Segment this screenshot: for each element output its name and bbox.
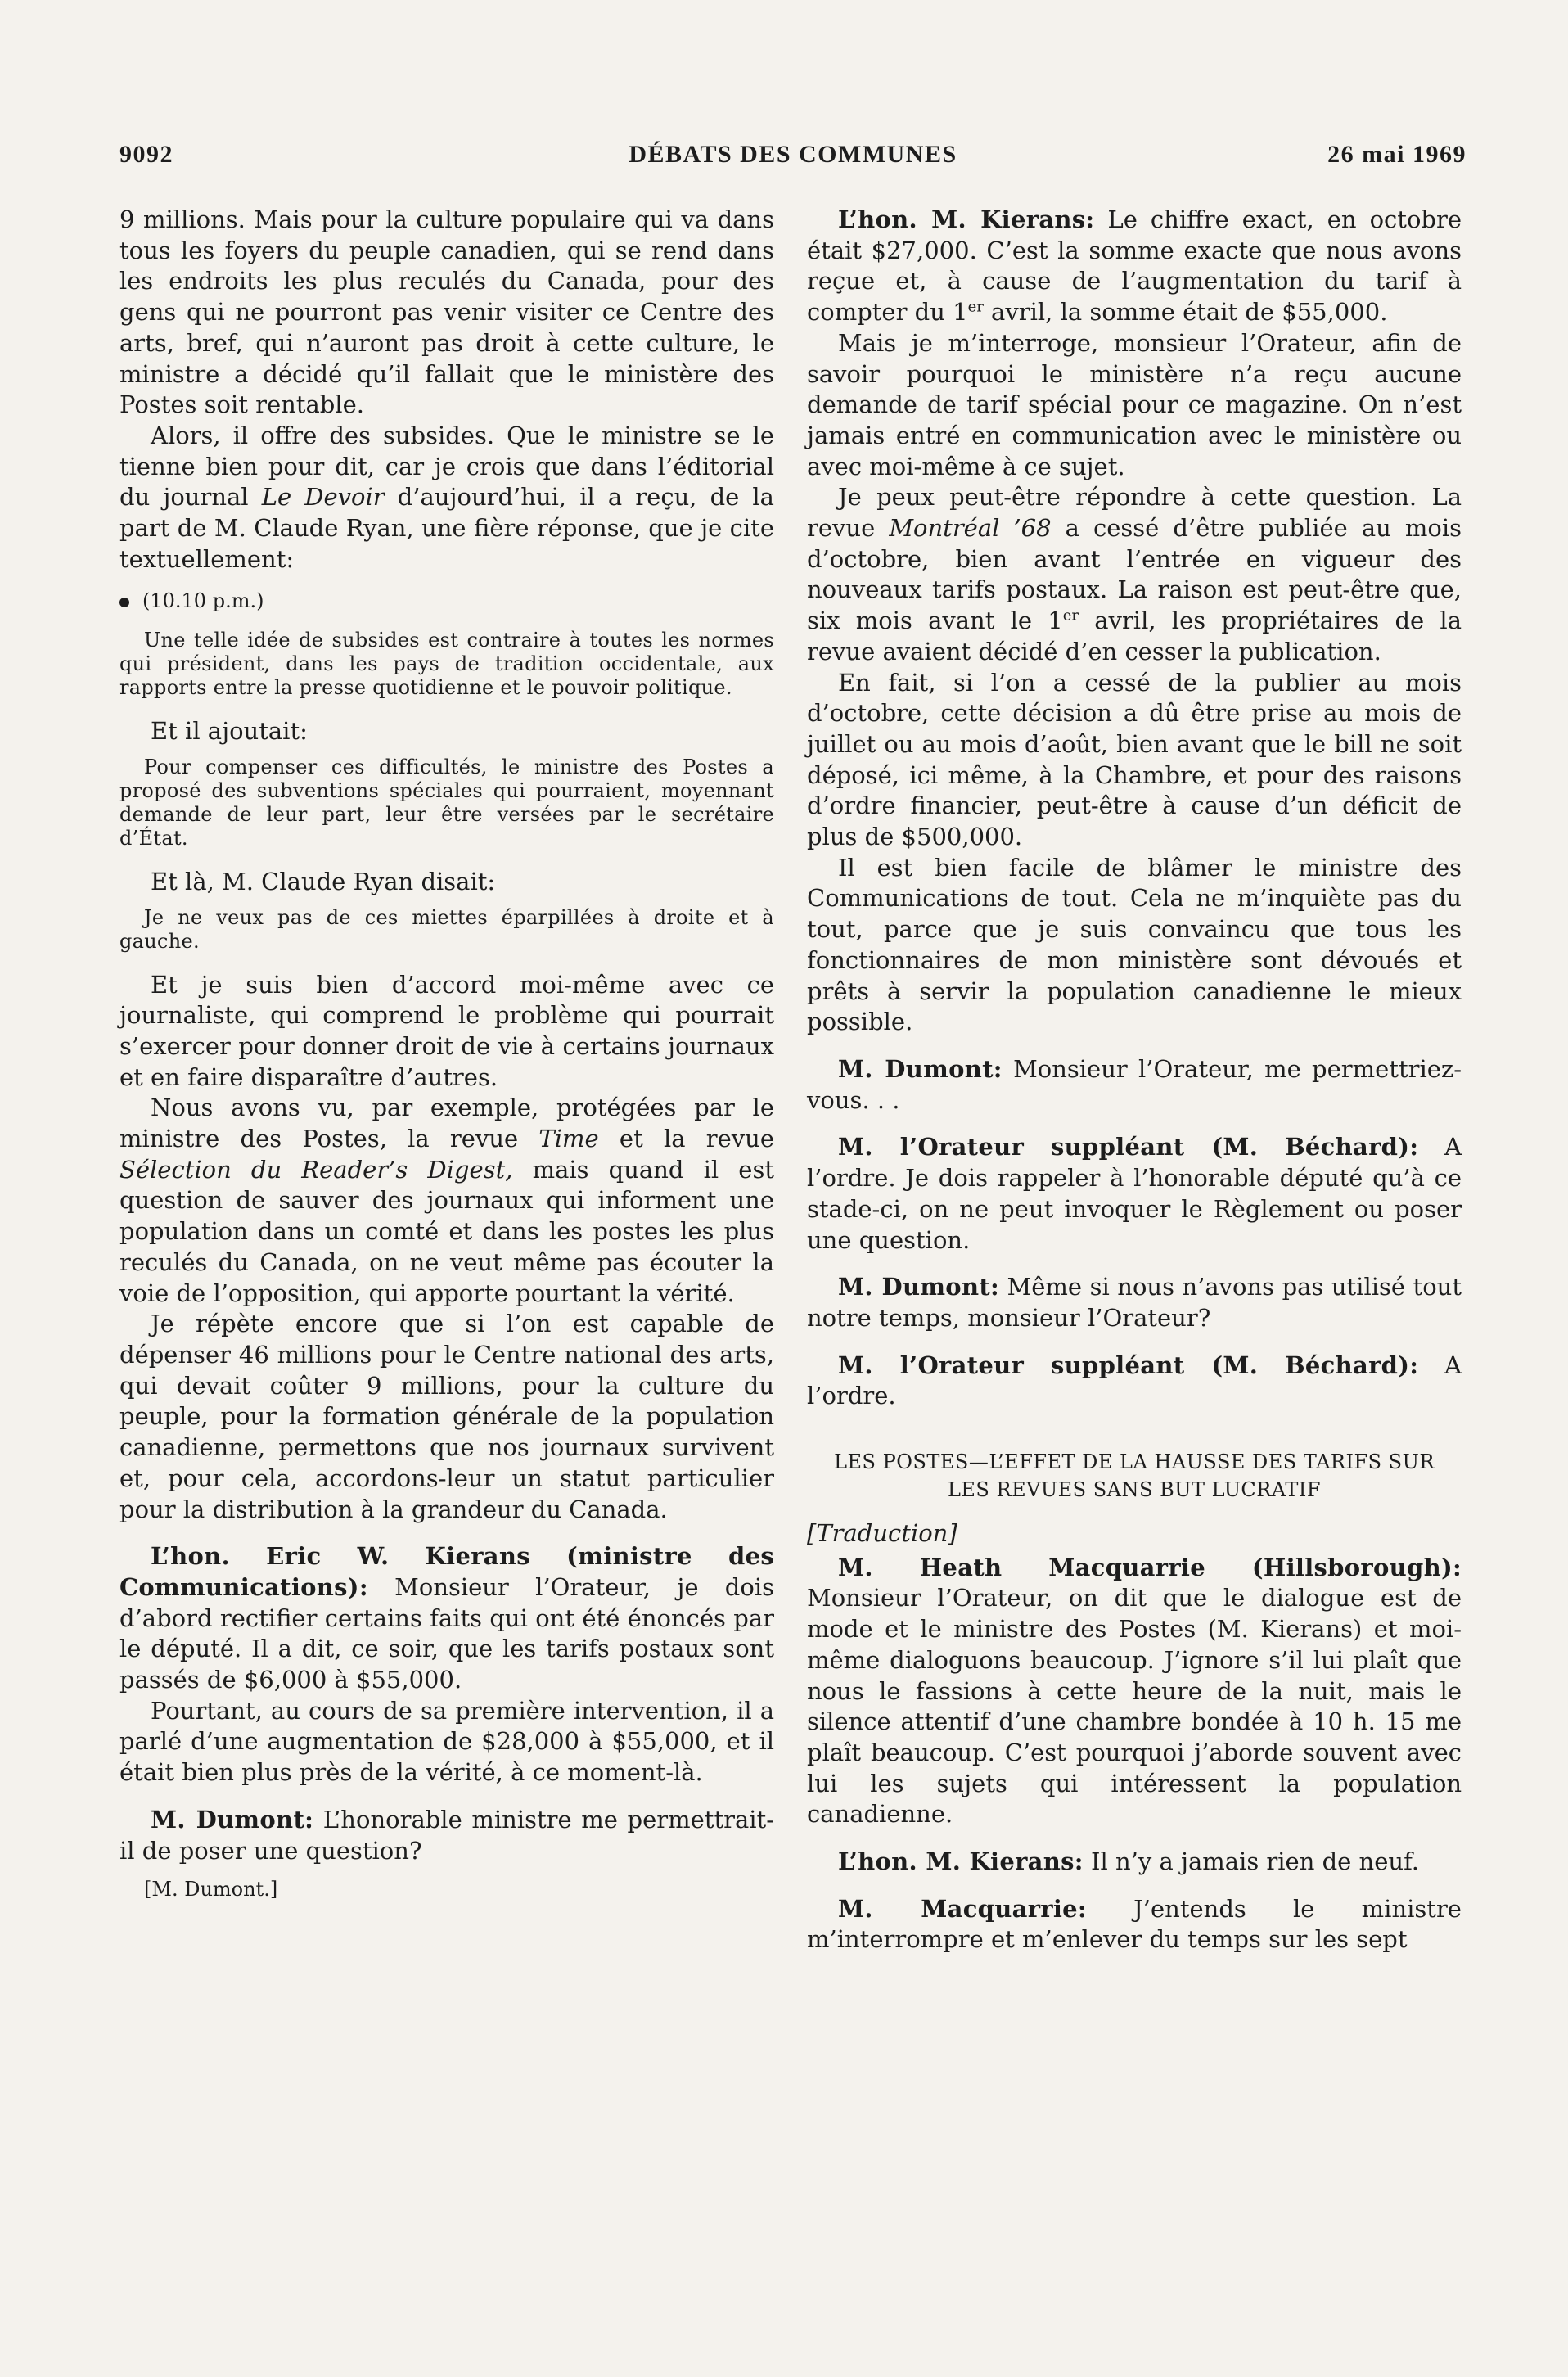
speech: M. Dumont: L’honorable ministre me permettrait-il de poser une question? [119, 1805, 774, 1865]
right-column [807, 205, 1462, 1955]
speech: L’hon. M. Kierans: Le chiffre exact, en octobre était $27,000. C’est la somme exacte que nous avons reçue et, à cause de l’augmentation du tarif à compter du 1er avril, la somme était de $55,000. [807, 205, 1462, 327]
page-header [119, 141, 1467, 177]
speaker-name: L’hon. M. Kierans: [838, 1847, 1084, 1876]
speaker-name: L’hon. M. Kierans: [838, 205, 1095, 233]
speech: L’hon. M. Kierans: Il n’y a jamais rien de neuf. [838, 1847, 1419, 1876]
paragraph: Mais je m’interroge, monsieur l’Orateur, afin de savoir pourquoi le ministère n’a reçu aucune demande de tarif spécial pour ce magazine. On n’est jamais entré en communication avec le ministère ou avec moi-même à ce sujet. [807, 328, 1462, 480]
speech: L’hon. Eric W. Kierans (ministre des Communications): Monsieur l’Orateur, je dois d’abord rectifier certains faits qui ont été énoncés par le député. Il a dit, ce soir, que les tarifs postaux sont passés de $6,000 à $55,000. [119, 1542, 774, 1694]
page-title: DÉBATS DES COMMUNES [629, 141, 957, 168]
page-number: 9092 [119, 141, 173, 168]
speaker-name: M. l’Orateur suppléant (M. Béchard): [838, 1133, 1419, 1161]
speaker-name: M. Heath Macquarrie (Hillsborough): [838, 1553, 1462, 1581]
left-column [119, 205, 774, 1925]
paragraph: Je peux peut-être répondre à cette question. La revue Montréal ’68 a cessé d’être publiée au mois d’octobre, bien avant l’entrée en vigueur des nouveaux tarifs postaux. La raison est peut-être que, six mois avant le 1er avril, les propriétaires de la revue avaient décidé d’en cesser la publication. [807, 483, 1462, 665]
speaker-footer: [M. Dumont.] [144, 1878, 278, 1901]
speaker-name: M. Dumont: [838, 1054, 1003, 1083]
page-date: 26 mai 1969 [1327, 141, 1467, 168]
paragraph: Nous avons vu, par exemple, protégées par le ministre des Postes, la revue Time et la revue Sélection du Reader’s Digest, mais quand il est question de sauver des journaux qui informent une population dans un comté et dans les postes les plus reculés du Canada, on ne veut même pas écouter la voie de l’opposition, qui apporte pourtant la vérité. [119, 1094, 774, 1307]
paragraph: Et il ajoutait: [151, 717, 308, 746]
speaker-name: M. Dumont: [151, 1805, 314, 1833]
paragraph: Et je suis bien d’accord moi-même avec ce journaliste, qui comprend le problème qui pourrait s’exercer pour donner droit de vie à certains journaux et en faire disparaître d’autres. [119, 970, 774, 1091]
quotation: Je ne veux pas de ces miettes éparpillées à droite et à gauche. [119, 905, 774, 953]
speech: M. Heath Macquarrie (Hillsborough): Monsieur l’Orateur, on dit que le dialogue est de mode et le ministre des Postes (M. Kierans) et moi-même dialoguons beaucoup. J’ignore s’il lui plaît que nous le fassions à cette heure de la nuit, mais le silence attentif d’une chambre bondée à 10 h. 15 me plaît beaucoup. C’est pourquoi j’aborde souvent avec lui les sujets qui intéressent la population canadienne. [807, 1553, 1462, 1829]
paragraph: Et là, M. Claude Ryan disait: [151, 867, 496, 895]
time-marker: (10.10 p.m.) [119, 586, 774, 617]
speaker-name: L’hon. Eric W. Kierans (ministre des Communications): [119, 1542, 774, 1601]
translation-note: [Traduction] [807, 1519, 957, 1548]
speaker-name: M. Macquarrie: [838, 1894, 1087, 1923]
quotation: Pour compenser ces difficultés, le ministre des Postes a proposé des subventions spéciales qui pourraient, moyennant demande de leur part, leur être versées par le secrétaire d’État. [119, 755, 774, 850]
section-heading: LES POSTES—L’EFFET DE LA HAUSSE DES TARIFS SUR LES REVUES SANS BUT LUCRATIF [834, 1450, 1435, 1502]
paragraph: 9 millions. Mais pour la culture populaire qui va dans tous les foyers du peuple canadien, qui se rend dans les endroits les plus reculés du Canada, pour des gens qui ne pourront pas venir visiter ce Centre des arts, bref, qui n’auront pas droit à cette culture, le ministre a décidé qu’il fallait que le ministère des Postes soit rentable. [119, 205, 774, 419]
paragraph: En fait, si l’on a cessé de la publier au mois d’octobre, cette décision a dû être prise au mois de juillet ou au mois d’août, bien avant que le bill ne soit déposé, ici même, à la Chambre, et pour des raisons d’ordre financier, peut-être à cause d’un déficit de plus de $500,000. [807, 668, 1462, 851]
speech: M. Dumont: Monsieur l’Orateur, me permettriez-vous. . . [807, 1054, 1462, 1114]
speech: M. l’Orateur suppléant (M. Béchard): A l’ordre. [807, 1351, 1462, 1410]
speaker-name: M. Dumont: [838, 1273, 1000, 1301]
bullet-icon [119, 598, 129, 607]
paragraph: Je répète encore que si l’on est capable de dépenser 46 millions pour le Centre national des arts, qui devait coûter 9 millions, pour la culture du peuple, pour la formation générale de la population canadienne, permettons que nos journaux survivent et, pour cela, accordons-leur un statut particulier pour la distribution à la grandeur du Canada. [119, 1310, 774, 1523]
speech: M. Dumont: Même si nous n’avons pas utilisé tout notre temps, monsieur l’Orateur? [807, 1273, 1462, 1332]
speaker-name: M. l’Orateur suppléant (M. Béchard): [838, 1351, 1419, 1379]
speech: M. Macquarrie: J’entends le ministre m’interrompre et m’enlever du temps sur les sept [807, 1894, 1462, 1954]
paragraph: Il est bien facile de blâmer le ministre des Communications de tout. Cela ne m’inquiète pas du tout, parce que je suis convaincu que tous les fonctionnaires de mon ministère sont dévoués et prêts à servir la population canadienne le mieux possible. [807, 853, 1462, 1036]
paragraph: Pourtant, au cours de sa première intervention, il a parlé d’une augmentation de $28,000 à $55,000, et il était bien plus près de la vérité, à ce moment-là. [119, 1696, 774, 1787]
paragraph: Alors, il offre des subsides. Que le ministre se le tienne bien pour dit, car je crois que dans l’éditorial du journal Le Devoir d’aujourd’hui, il a reçu, de la part de M. Claude Ryan, une fière réponse, que je cite textuellement: [119, 421, 774, 573]
quotation: Une telle idée de subsides est contraire à toutes les normes qui président, dans les pays de tradition occidentale, aux rapports entre la presse quotidienne et le pouvoir politique. [119, 629, 774, 700]
speech: M. l’Orateur suppléant (M. Béchard): A l’ordre. Je dois rappeler à l’honorable député qu’à ce stade-ci, on ne peut invoquer le Règlement ou poser une question. [807, 1133, 1462, 1254]
